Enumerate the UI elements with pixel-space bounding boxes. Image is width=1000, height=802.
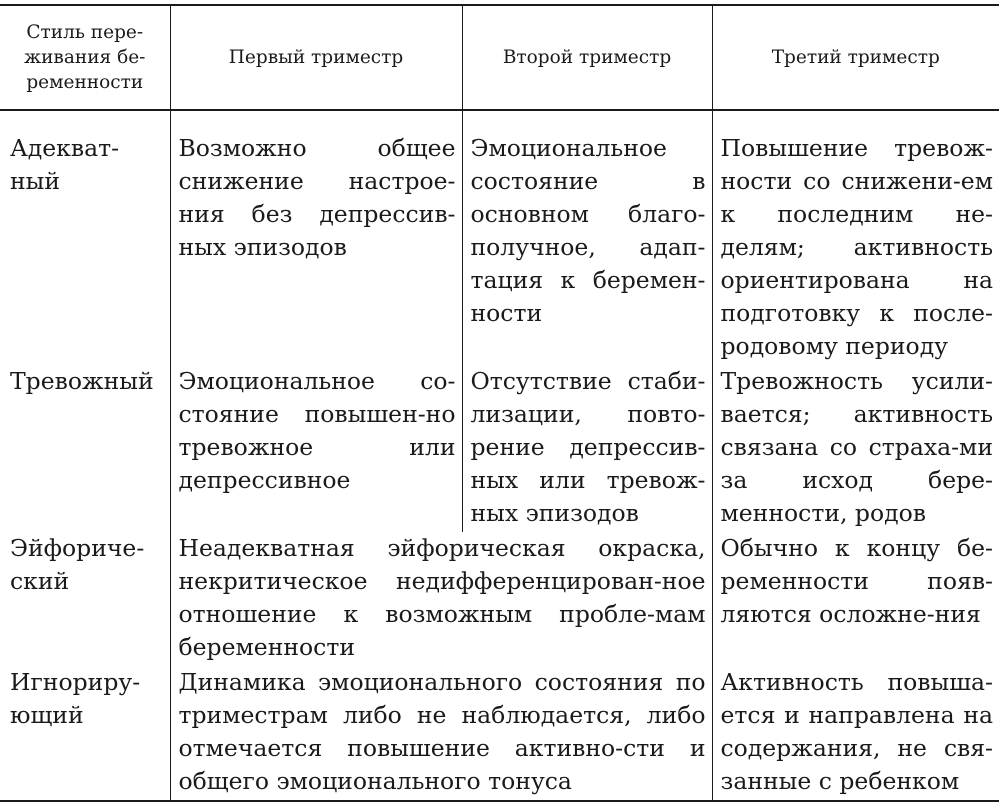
third-trimester-cell <box>712 532 999 666</box>
cell-text: Динамика эмоционального состояния по триместрам либо не наблюдается, либо отмечается повышение активно-сти и общего эмоционального тонуса <box>178 668 706 795</box>
header-second-trimester: Второй триместр <box>462 5 712 110</box>
table-row-euphoric <box>0 532 999 666</box>
cell-text: Повышение тревож-ности со снижени-ем к последним не-делям; активность ориентирована на подготовку к после-родовому периоду <box>720 134 993 360</box>
first-trimester-cell <box>170 132 462 365</box>
spacer-row <box>0 110 999 132</box>
style-cell <box>0 532 170 666</box>
style-label: Адекват-ный <box>10 134 120 195</box>
table-row-adequate <box>0 132 999 365</box>
cell-text: Неадекватная эйфорическая окраска, некритическое недифференцирован-ное отношение к возможным пробле-мам беременности <box>178 534 706 661</box>
header-style-line-3: ременности <box>26 72 144 93</box>
header-third-trimester: Третий триместр <box>712 5 999 110</box>
pregnancy-experience-table <box>0 4 999 802</box>
header-style <box>0 5 170 110</box>
first-second-trimester-cell <box>170 532 712 666</box>
style-label: Игнориру-ющий <box>10 668 141 729</box>
style-cell <box>0 132 170 365</box>
cell-text: Обычно к концу бе-ременности появ-ляются осложне-ния <box>720 534 993 628</box>
header-style-line-1: Стиль пере- <box>26 22 144 43</box>
cell-text: Эмоциональное состояние в основном благо-получное, адап-тация к беремен-ности <box>470 134 706 327</box>
first-second-trimester-cell <box>170 666 712 801</box>
second-trimester-cell <box>462 132 712 365</box>
third-trimester-cell <box>712 365 999 532</box>
third-trimester-cell <box>712 132 999 365</box>
table-row-ignoring <box>0 666 999 801</box>
cell-text: Отсутствие стаби-лизации, повто-рение депрессив-ных или тревож-ных эпизодов <box>470 367 706 527</box>
table-row-anxious <box>0 365 999 532</box>
style-label: Эйфориче-ский <box>10 534 145 595</box>
cell-text: Возможно общее снижение настрое-ния без депрессив-ных эпизодов <box>178 134 456 261</box>
third-trimester-cell <box>712 666 999 801</box>
first-trimester-cell <box>170 365 462 532</box>
style-cell <box>0 666 170 801</box>
cell-text: Эмоциональное со-стояние повышен-но тревожное или депрессивное <box>178 367 456 494</box>
cell-text: Активность повыша-ется и направлена на содержания, не свя-занные с ребенком <box>720 668 993 795</box>
second-trimester-cell <box>462 365 712 532</box>
header-row <box>0 5 999 110</box>
style-cell <box>0 365 170 532</box>
header-first-trimester: Первый триместр <box>170 5 462 110</box>
style-label: Тревожный <box>10 367 154 395</box>
header-style-line-2: живания бе- <box>24 47 146 68</box>
cell-text: Тревожность усили-вается; активность связана со страха-ми за исход бере-менности, родов <box>720 367 993 527</box>
